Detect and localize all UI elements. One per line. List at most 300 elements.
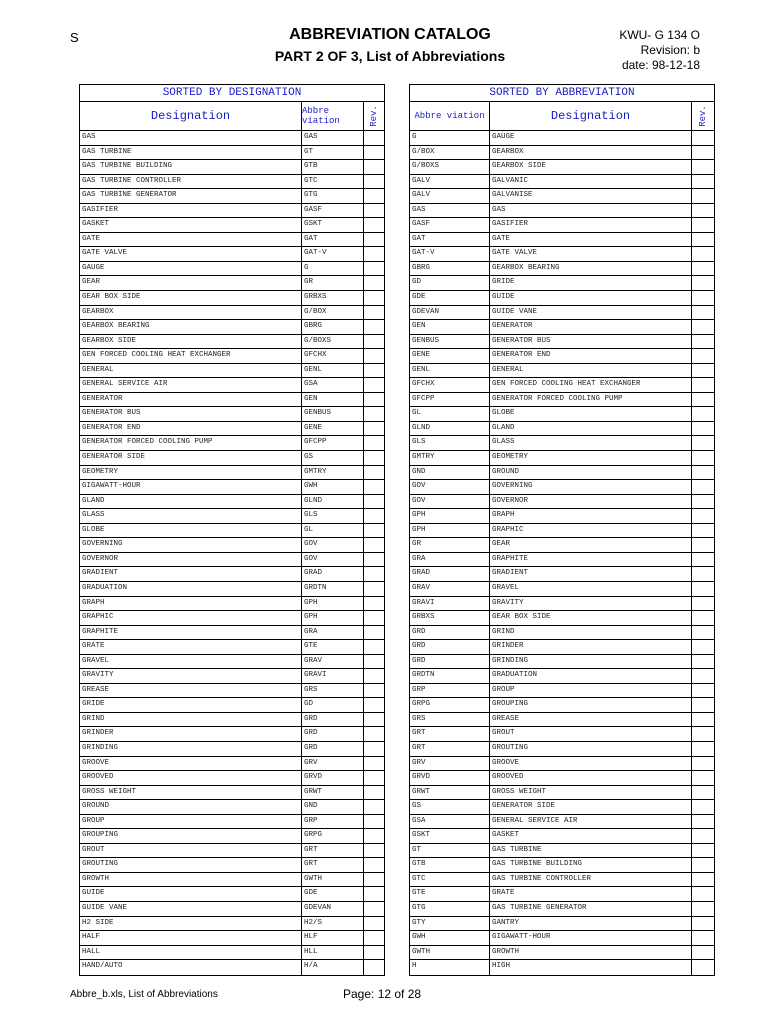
cell-col-1: GENL <box>410 364 490 378</box>
cell-col-1: GL <box>410 407 490 421</box>
cell-col-2: GBRG <box>302 320 364 334</box>
cell-col-1: GRAD <box>410 567 490 581</box>
table-row <box>410 480 714 495</box>
cell-col-1: GRT <box>410 727 490 741</box>
cell-col-1: GROWTH <box>80 873 302 887</box>
cell-col-2: GALVANISE <box>490 189 692 203</box>
cell-col-2: GRBXS <box>302 291 364 305</box>
cell-rev <box>692 844 714 858</box>
cell-col-1: GTG <box>410 902 490 916</box>
table-row <box>80 800 384 815</box>
cell-col-2: GANTRY <box>490 917 692 931</box>
cell-col-2: GREASE <box>490 713 692 727</box>
cell-rev <box>692 378 714 392</box>
table-row <box>410 727 714 742</box>
table-header <box>410 102 714 131</box>
document-id: KWU- G 134 O <box>619 28 700 42</box>
table-row <box>80 757 384 772</box>
cell-col-2: GRS <box>302 684 364 698</box>
cell-col-2: GTG <box>302 189 364 203</box>
cell-col-1: GDE <box>410 291 490 305</box>
table-row <box>80 204 384 219</box>
cell-rev <box>364 524 384 538</box>
cell-col-2: GS <box>302 451 364 465</box>
cell-rev <box>692 204 714 218</box>
cell-rev <box>364 742 384 756</box>
cell-rev <box>692 829 714 843</box>
cell-rev <box>692 306 714 320</box>
cell-col-1: GRIND <box>80 713 302 727</box>
cell-col-1: GSA <box>410 815 490 829</box>
cell-col-2: GRWT <box>302 786 364 800</box>
cell-col-1: GRINDER <box>80 727 302 741</box>
cell-rev <box>364 538 384 552</box>
table-row <box>410 597 714 612</box>
cell-col-2: GRAVEL <box>490 582 692 596</box>
cell-rev <box>692 524 714 538</box>
rev-label: Rev. <box>369 105 380 127</box>
cell-rev <box>692 946 714 960</box>
cell-col-2: GROOVED <box>490 771 692 785</box>
cell-rev <box>364 902 384 916</box>
table-row <box>410 291 714 306</box>
cell-col-1: GTY <box>410 917 490 931</box>
cell-col-2: GWH <box>302 480 364 494</box>
cell-col-2: GOVERNOR <box>490 495 692 509</box>
cell-col-2: H/A <box>302 960 364 975</box>
table-row <box>80 567 384 582</box>
cell-rev <box>364 247 384 261</box>
cell-col-2: GATE <box>490 233 692 247</box>
cell-rev <box>692 349 714 363</box>
cell-rev <box>364 349 384 363</box>
cell-col-2: GAS <box>302 131 364 145</box>
cell-col-2: HLF <box>302 931 364 945</box>
cell-col-2: GRIND <box>490 626 692 640</box>
table-row <box>410 466 714 481</box>
cell-col-1: GRV <box>410 757 490 771</box>
table-row <box>410 262 714 277</box>
cell-col-1: GASF <box>410 218 490 232</box>
cell-rev <box>692 160 714 174</box>
table-row <box>80 291 384 306</box>
cell-col-1: GRS <box>410 713 490 727</box>
cell-rev <box>692 364 714 378</box>
table-row <box>410 757 714 772</box>
cell-col-2: GRAVITY <box>490 597 692 611</box>
table-row <box>80 669 384 684</box>
cell-col-1: GRT <box>410 742 490 756</box>
cell-col-1: GROUND <box>80 800 302 814</box>
cell-col-2: GROOVE <box>490 757 692 771</box>
cell-col-2: GRA <box>302 626 364 640</box>
cell-col-1: GENERAL <box>80 364 302 378</box>
cell-col-2: GRD <box>302 742 364 756</box>
cell-col-2: GRT <box>302 858 364 872</box>
cell-col-1: GRDTN <box>410 669 490 683</box>
cell-col-1: GENERATOR SIDE <box>80 451 302 465</box>
table-row <box>80 538 384 553</box>
table-row <box>410 742 714 757</box>
table-row <box>80 582 384 597</box>
cell-rev <box>364 757 384 771</box>
cell-col-2: GATE VALVE <box>490 247 692 261</box>
cell-col-2: GROUTING <box>490 742 692 756</box>
cell-col-2: GND <box>302 800 364 814</box>
cell-col-2: GENERATOR SIDE <box>490 800 692 814</box>
cell-col-2: GDEVAN <box>302 902 364 916</box>
cell-col-1: GALV <box>410 175 490 189</box>
table-sorted-by-abbreviation <box>409 84 715 976</box>
cell-col-2: GRP <box>302 815 364 829</box>
cell-col-1: GAT-V <box>410 247 490 261</box>
cell-rev <box>692 509 714 523</box>
cell-col-2: GT <box>302 146 364 160</box>
cell-col-1: GOV <box>410 480 490 494</box>
table-row <box>410 160 714 175</box>
cell-rev <box>692 582 714 596</box>
table-row <box>410 146 714 161</box>
cell-col-1: GAS TURBINE BUILDING <box>80 160 302 174</box>
cell-rev <box>364 306 384 320</box>
cell-col-2: GWTH <box>302 873 364 887</box>
cell-col-2: GIGAWATT-HOUR <box>490 931 692 945</box>
cell-rev <box>692 713 714 727</box>
cell-rev <box>692 873 714 887</box>
cell-col-1: GRPG <box>410 698 490 712</box>
cell-rev <box>692 655 714 669</box>
cell-col-2: GEAR <box>490 538 692 552</box>
cell-col-1: GENERATOR END <box>80 422 302 436</box>
table-row <box>410 407 714 422</box>
cell-rev <box>692 902 714 916</box>
cell-rev <box>692 407 714 421</box>
cell-rev <box>364 829 384 843</box>
table-row <box>80 131 384 146</box>
cell-col-2: GLOBE <box>490 407 692 421</box>
cell-col-2: GRVD <box>302 771 364 785</box>
cell-col-1: GROOVED <box>80 771 302 785</box>
cell-col-1: GRAPHIC <box>80 611 302 625</box>
table-title: SORTED BY DESIGNATION <box>80 85 384 102</box>
cell-rev <box>364 727 384 741</box>
table-row <box>410 218 714 233</box>
cell-col-1: GLS <box>410 436 490 450</box>
cell-col-1: GRBXS <box>410 611 490 625</box>
cell-rev <box>364 218 384 232</box>
table-row <box>410 524 714 539</box>
table-row <box>410 640 714 655</box>
page-subtitle: PART 2 OF 3, List of Abbreviations <box>274 48 506 64</box>
cell-rev <box>364 175 384 189</box>
cell-rev <box>692 960 714 975</box>
table-row <box>80 378 384 393</box>
cell-rev <box>364 640 384 654</box>
cell-col-1: GRAVEL <box>80 655 302 669</box>
cell-col-1: GROUP <box>80 815 302 829</box>
cell-rev <box>364 393 384 407</box>
cell-col-1: GRA <box>410 553 490 567</box>
cell-col-2: GROUND <box>490 466 692 480</box>
table-row <box>410 786 714 801</box>
cell-col-2: GSKT <box>302 218 364 232</box>
rev-label: Rev. <box>697 105 708 127</box>
cell-col-1: GFCHX <box>410 378 490 392</box>
footer-file: Abbre_b.xls, List of Abbreviations <box>70 989 218 1000</box>
cell-rev <box>692 815 714 829</box>
cell-col-1: GIGAWATT-HOUR <box>80 480 302 494</box>
cell-rev <box>364 407 384 421</box>
table-row <box>80 218 384 233</box>
cell-rev <box>364 684 384 698</box>
cell-col-1: GENERATOR FORCED COOLING PUMP <box>80 436 302 450</box>
cell-col-2: GEN <box>302 393 364 407</box>
cell-col-2: GRAPHITE <box>490 553 692 567</box>
cell-col-1: GROSS WEIGHT <box>80 786 302 800</box>
cell-col-2: GEARBOX <box>490 146 692 160</box>
table-row <box>410 233 714 248</box>
cell-col-1: G <box>410 131 490 145</box>
cell-col-1: GPH <box>410 509 490 523</box>
cell-rev <box>692 131 714 145</box>
cell-col-2: GTE <box>302 640 364 654</box>
table-row <box>80 146 384 161</box>
table-row <box>80 611 384 626</box>
cell-rev <box>364 291 384 305</box>
table-row <box>410 509 714 524</box>
cell-col-2: HLL <box>302 946 364 960</box>
cell-col-1: GEARBOX BEARING <box>80 320 302 334</box>
table-row <box>410 393 714 408</box>
table-row <box>410 320 714 335</box>
cell-col-1: GRADUATION <box>80 582 302 596</box>
table-row <box>410 436 714 451</box>
cell-rev <box>364 698 384 712</box>
cell-col-1: GFCPP <box>410 393 490 407</box>
cell-col-1: GRAPH <box>80 597 302 611</box>
cell-col-2: GD <box>302 698 364 712</box>
cell-col-1: GRATE <box>80 640 302 654</box>
table-row <box>410 247 714 262</box>
cell-col-1: GOV <box>410 495 490 509</box>
table-row <box>410 611 714 626</box>
cell-col-1: H2 SIDE <box>80 917 302 931</box>
cell-col-1: GRINDING <box>80 742 302 756</box>
table-row <box>410 582 714 597</box>
cell-col-1: GALV <box>410 189 490 203</box>
cell-rev <box>692 742 714 756</box>
cell-col-1: GAS <box>410 204 490 218</box>
cell-rev <box>692 262 714 276</box>
cell-col-2: GRIDE <box>490 276 692 290</box>
cell-rev <box>364 858 384 872</box>
table-row <box>410 931 714 946</box>
cell-col-2: H2/S <box>302 917 364 931</box>
column-header-designation: Designation <box>490 102 692 130</box>
cell-col-1: GROOVE <box>80 757 302 771</box>
cell-rev <box>692 553 714 567</box>
cell-rev <box>364 233 384 247</box>
cell-rev <box>692 757 714 771</box>
cell-col-2: GENE <box>302 422 364 436</box>
table-row <box>80 727 384 742</box>
cell-rev <box>692 320 714 334</box>
cell-col-2: GUIDE <box>490 291 692 305</box>
cell-col-1: GENERAL SERVICE AIR <box>80 378 302 392</box>
column-header-rev <box>692 102 714 130</box>
cell-col-1: GLAND <box>80 495 302 509</box>
cell-col-1: GBRG <box>410 262 490 276</box>
cell-col-2: GAS <box>490 204 692 218</box>
cell-col-1: GEN FORCED COOLING HEAT EXCHANGER <box>80 349 302 363</box>
table-row <box>80 684 384 699</box>
cell-col-2: G/BOX <box>302 306 364 320</box>
cell-rev <box>692 538 714 552</box>
cell-col-2: GMTRY <box>302 466 364 480</box>
cell-rev <box>692 233 714 247</box>
cell-rev <box>364 960 384 975</box>
table-row <box>410 131 714 146</box>
cell-rev <box>364 495 384 509</box>
cell-col-2: GTC <box>302 175 364 189</box>
cell-col-1: GRAPHITE <box>80 626 302 640</box>
table-row <box>410 276 714 291</box>
cell-rev <box>692 189 714 203</box>
cell-rev <box>364 480 384 494</box>
cell-col-1: GRVD <box>410 771 490 785</box>
cell-rev <box>692 786 714 800</box>
table-row <box>80 815 384 830</box>
cell-rev <box>364 131 384 145</box>
cell-rev <box>692 247 714 261</box>
cell-rev <box>364 815 384 829</box>
table-row <box>80 887 384 902</box>
cell-col-2: GLAND <box>490 422 692 436</box>
cell-col-1: GRADIENT <box>80 567 302 581</box>
table-row <box>80 902 384 917</box>
cell-rev <box>364 422 384 436</box>
table-row <box>80 306 384 321</box>
header-letter: S <box>70 30 79 45</box>
table-row <box>80 655 384 670</box>
cell-col-2: GROUPING <box>490 698 692 712</box>
cell-col-2: GENL <box>302 364 364 378</box>
cell-rev <box>364 626 384 640</box>
cell-col-2: GTB <box>302 160 364 174</box>
cell-col-1: GTC <box>410 873 490 887</box>
cell-col-2: GEN FORCED COOLING HEAT EXCHANGER <box>490 378 692 392</box>
cell-rev <box>364 713 384 727</box>
cell-rev <box>692 451 714 465</box>
cell-rev <box>364 320 384 334</box>
cell-col-2: GRAV <box>302 655 364 669</box>
table-row <box>410 800 714 815</box>
cell-col-2: GENERATOR <box>490 320 692 334</box>
cell-rev <box>364 146 384 160</box>
cell-col-1: GRIDE <box>80 698 302 712</box>
cell-col-2: GASF <box>302 204 364 218</box>
cell-rev <box>692 335 714 349</box>
cell-col-1: GTE <box>410 887 490 901</box>
cell-col-2: GL <box>302 524 364 538</box>
table-row <box>410 349 714 364</box>
cell-col-2: GAS TURBINE GENERATOR <box>490 902 692 916</box>
cell-col-1: GEARBOX <box>80 306 302 320</box>
cell-col-2: GAUGE <box>490 131 692 145</box>
cell-rev <box>692 698 714 712</box>
cell-col-2: G <box>302 262 364 276</box>
cell-col-2: GRAVI <box>302 669 364 683</box>
cell-col-2: GAT-V <box>302 247 364 261</box>
cell-col-2: GRAPHIC <box>490 524 692 538</box>
cell-col-2: HIGH <box>490 960 692 975</box>
table-row <box>80 189 384 204</box>
cell-col-1: GDEVAN <box>410 306 490 320</box>
table-title: SORTED BY ABBREVIATION <box>410 85 714 102</box>
cell-rev <box>364 917 384 931</box>
cell-rev <box>692 393 714 407</box>
cell-rev <box>692 218 714 232</box>
cell-col-1: GATE VALVE <box>80 247 302 261</box>
table-row <box>410 655 714 670</box>
cell-col-1: GATE <box>80 233 302 247</box>
cell-rev <box>692 727 714 741</box>
cell-col-2: GEOMETRY <box>490 451 692 465</box>
cell-rev <box>364 887 384 901</box>
cell-rev <box>364 276 384 290</box>
table-row <box>410 538 714 553</box>
table-row <box>80 160 384 175</box>
table-row <box>410 335 714 350</box>
cell-col-1: GENERATOR BUS <box>80 407 302 421</box>
table-row <box>80 466 384 481</box>
cell-rev <box>692 684 714 698</box>
cell-col-2: GLND <box>302 495 364 509</box>
cell-col-2: GENERATOR END <box>490 349 692 363</box>
cell-col-1: GMTRY <box>410 451 490 465</box>
table-row <box>410 451 714 466</box>
cell-col-1: GRD <box>410 640 490 654</box>
table-row <box>80 422 384 437</box>
cell-col-1: HAND/AUTO <box>80 960 302 975</box>
table-row <box>410 844 714 859</box>
cell-col-2: GAS TURBINE CONTROLLER <box>490 873 692 887</box>
table-row <box>410 917 714 932</box>
cell-rev <box>364 597 384 611</box>
column-header-rev <box>364 102 384 130</box>
table-row <box>80 698 384 713</box>
cell-col-2: GSA <box>302 378 364 392</box>
cell-col-1: H <box>410 960 490 975</box>
cell-col-2: GRINDING <box>490 655 692 669</box>
cell-col-1: GEN <box>410 320 490 334</box>
cell-col-2: GRADIENT <box>490 567 692 581</box>
table-row <box>410 829 714 844</box>
cell-rev <box>364 436 384 450</box>
cell-col-2: GENERAL <box>490 364 692 378</box>
cell-col-1: GUIDE VANE <box>80 902 302 916</box>
cell-col-2: GENERATOR BUS <box>490 335 692 349</box>
table-row <box>80 626 384 641</box>
column-header-designation: Designation <box>80 102 302 130</box>
cell-col-2: GRADUATION <box>490 669 692 683</box>
cell-col-2: GEARBOX BEARING <box>490 262 692 276</box>
cell-col-1: G/BOXS <box>410 160 490 174</box>
cell-col-2: GRAPH <box>490 509 692 523</box>
cell-rev <box>364 611 384 625</box>
table-row <box>80 247 384 262</box>
cell-col-2: GRD <box>302 727 364 741</box>
